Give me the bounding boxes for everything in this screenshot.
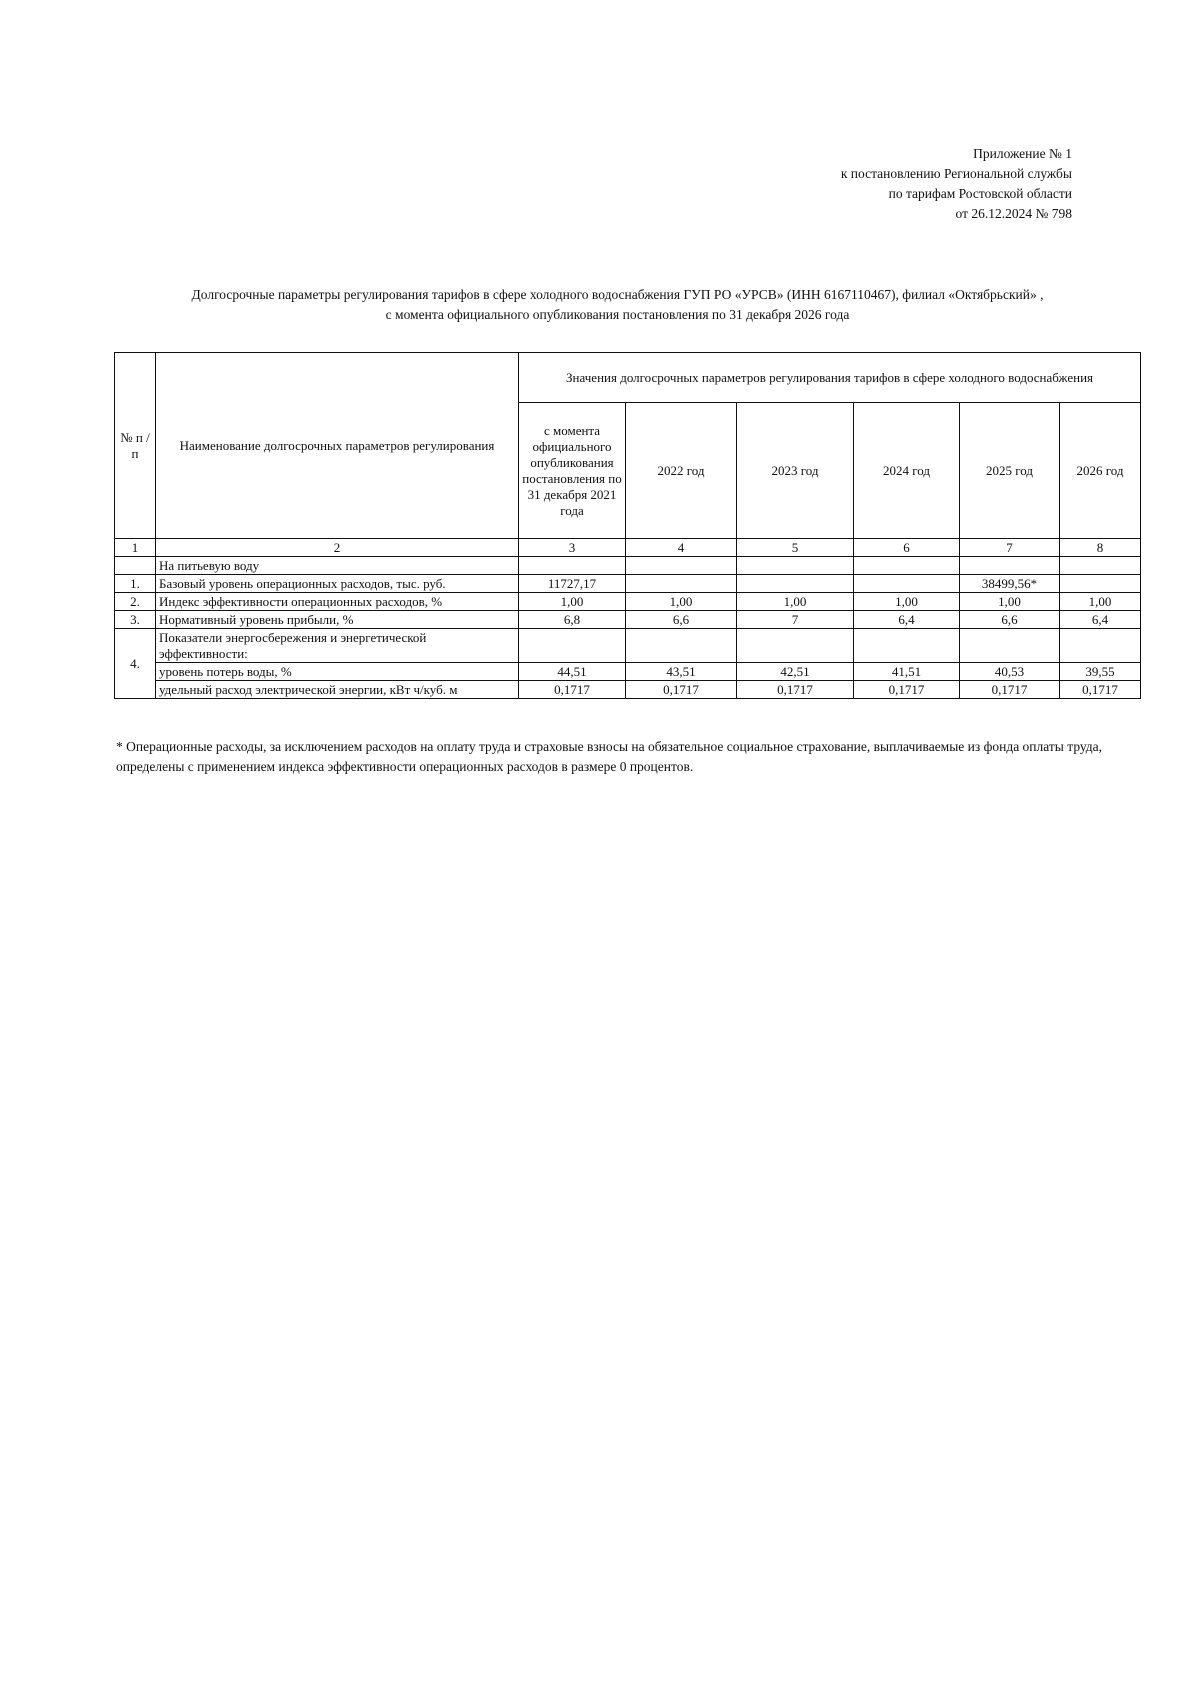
row-value: 42,51 xyxy=(737,663,854,681)
title-line-2: с момента официального опубликования постановления по 31 декабря 2026 года xyxy=(385,307,850,322)
empty-cell xyxy=(626,557,737,575)
row-name: удельный расход электрической энергии, кВт ч/куб. м xyxy=(156,681,519,699)
row-name: уровень потерь воды, % xyxy=(156,663,519,681)
row-value xyxy=(1060,575,1141,593)
row-num: 4. xyxy=(115,629,156,699)
appendix-line-4: от 26.12.2024 № 798 xyxy=(955,206,1072,221)
table-row xyxy=(115,681,1141,699)
energy-heading: Показатели энергосбережения и энергетической эффективности: xyxy=(156,629,519,663)
row-value: 11727,17 xyxy=(519,575,626,593)
row-value xyxy=(737,575,854,593)
row-name: Индекс эффективности операционных расходов, % xyxy=(156,593,519,611)
column-number: 4 xyxy=(626,539,737,557)
appendix-line-2: к постановлению Региональной службы xyxy=(840,166,1072,181)
empty-cell xyxy=(960,557,1060,575)
row-value: 7 xyxy=(737,611,854,629)
column-number: 8 xyxy=(1060,539,1141,557)
header-period: 2025 год xyxy=(960,403,1060,539)
section-row xyxy=(115,557,1141,575)
header-period: 2022 год xyxy=(626,403,737,539)
header-period: с момента официального опубликования постановления по 31 декабря 2021 года xyxy=(519,403,626,539)
column-number: 5 xyxy=(737,539,854,557)
row-value: 0,1717 xyxy=(960,681,1060,699)
parameters-table xyxy=(114,352,1141,699)
table-row xyxy=(115,663,1141,681)
table-row xyxy=(115,611,1141,629)
appendix-line-1: Приложение № 1 xyxy=(973,146,1072,161)
row-value: 40,53 xyxy=(960,663,1060,681)
row-value: 39,55 xyxy=(1060,663,1141,681)
row-value: 41,51 xyxy=(854,663,960,681)
empty-cell xyxy=(737,557,854,575)
row-value xyxy=(626,575,737,593)
header-name: Наименование долгосрочных параметров регулирования xyxy=(156,353,519,539)
table-row xyxy=(115,593,1141,611)
row-value xyxy=(854,575,960,593)
row-num: 3. xyxy=(115,611,156,629)
empty-cell xyxy=(854,557,960,575)
row-value: 6,8 xyxy=(519,611,626,629)
row-value: 6,6 xyxy=(626,611,737,629)
row-value: 0,1717 xyxy=(519,681,626,699)
empty-cell xyxy=(960,629,1060,663)
row-value: 1,00 xyxy=(737,593,854,611)
header-period: 2023 год xyxy=(737,403,854,539)
column-number-row xyxy=(115,539,1141,557)
empty-cell xyxy=(1060,557,1141,575)
column-number: 1 xyxy=(115,539,156,557)
row-value: 0,1717 xyxy=(854,681,960,699)
row-name: Базовый уровень операционных расходов, тыс. руб. xyxy=(156,575,519,593)
row-value: 6,6 xyxy=(960,611,1060,629)
empty-cell xyxy=(519,629,626,663)
title-line-1: Долгосрочные параметры регулирования тарифов в сфере холодного водоснабжения ГУП РО «УРСВ» (ИНН 6167110467), филиал «Октябрьский» , xyxy=(191,287,1044,302)
energy-heading-row xyxy=(115,629,1141,663)
table-row xyxy=(115,575,1141,593)
row-num: 2. xyxy=(115,593,156,611)
header-values: Значения долгосрочных параметров регулирования тарифов в сфере холодного водоснабжения xyxy=(519,353,1141,403)
footnote: * Операционные расходы, за исключением расходов на оплату труда и страховые взносы на обязательное социальное страхование, выплачиваемые из фонда оплаты труда, определены с применением индекса эффективности операционных расходов в размере 0 процентов. xyxy=(116,739,1103,774)
empty-cell xyxy=(1060,629,1141,663)
header-period: 2026 год xyxy=(1060,403,1141,539)
row-name: Нормативный уровень прибыли, % xyxy=(156,611,519,629)
empty-cell xyxy=(854,629,960,663)
empty-cell xyxy=(626,629,737,663)
header-num: № п /п xyxy=(115,353,156,539)
row-value: 38499,56* xyxy=(960,575,1060,593)
empty-cell xyxy=(737,629,854,663)
header-period: 2024 год xyxy=(854,403,960,539)
column-number: 2 xyxy=(156,539,519,557)
parameters-table-wrapper xyxy=(114,352,1140,699)
empty-cell xyxy=(115,557,156,575)
row-value: 6,4 xyxy=(1060,611,1141,629)
header-row-1 xyxy=(115,353,1141,403)
row-value: 0,1717 xyxy=(1060,681,1141,699)
row-value: 1,00 xyxy=(960,593,1060,611)
document-title xyxy=(115,285,1120,325)
column-number: 3 xyxy=(519,539,626,557)
section-label: На питьевую воду xyxy=(156,557,519,575)
column-number: 6 xyxy=(854,539,960,557)
row-value: 43,51 xyxy=(626,663,737,681)
row-value: 1,00 xyxy=(626,593,737,611)
row-value: 44,51 xyxy=(519,663,626,681)
empty-cell xyxy=(519,557,626,575)
appendix-line-3: по тарифам Ростовской области xyxy=(888,186,1072,201)
row-value: 0,1717 xyxy=(626,681,737,699)
row-value: 6,4 xyxy=(854,611,960,629)
column-number: 7 xyxy=(960,539,1060,557)
appendix-header xyxy=(712,144,1072,224)
row-value: 1,00 xyxy=(1060,593,1141,611)
row-value: 1,00 xyxy=(854,593,960,611)
row-value: 0,1717 xyxy=(737,681,854,699)
row-value: 1,00 xyxy=(519,593,626,611)
row-num: 1. xyxy=(115,575,156,593)
